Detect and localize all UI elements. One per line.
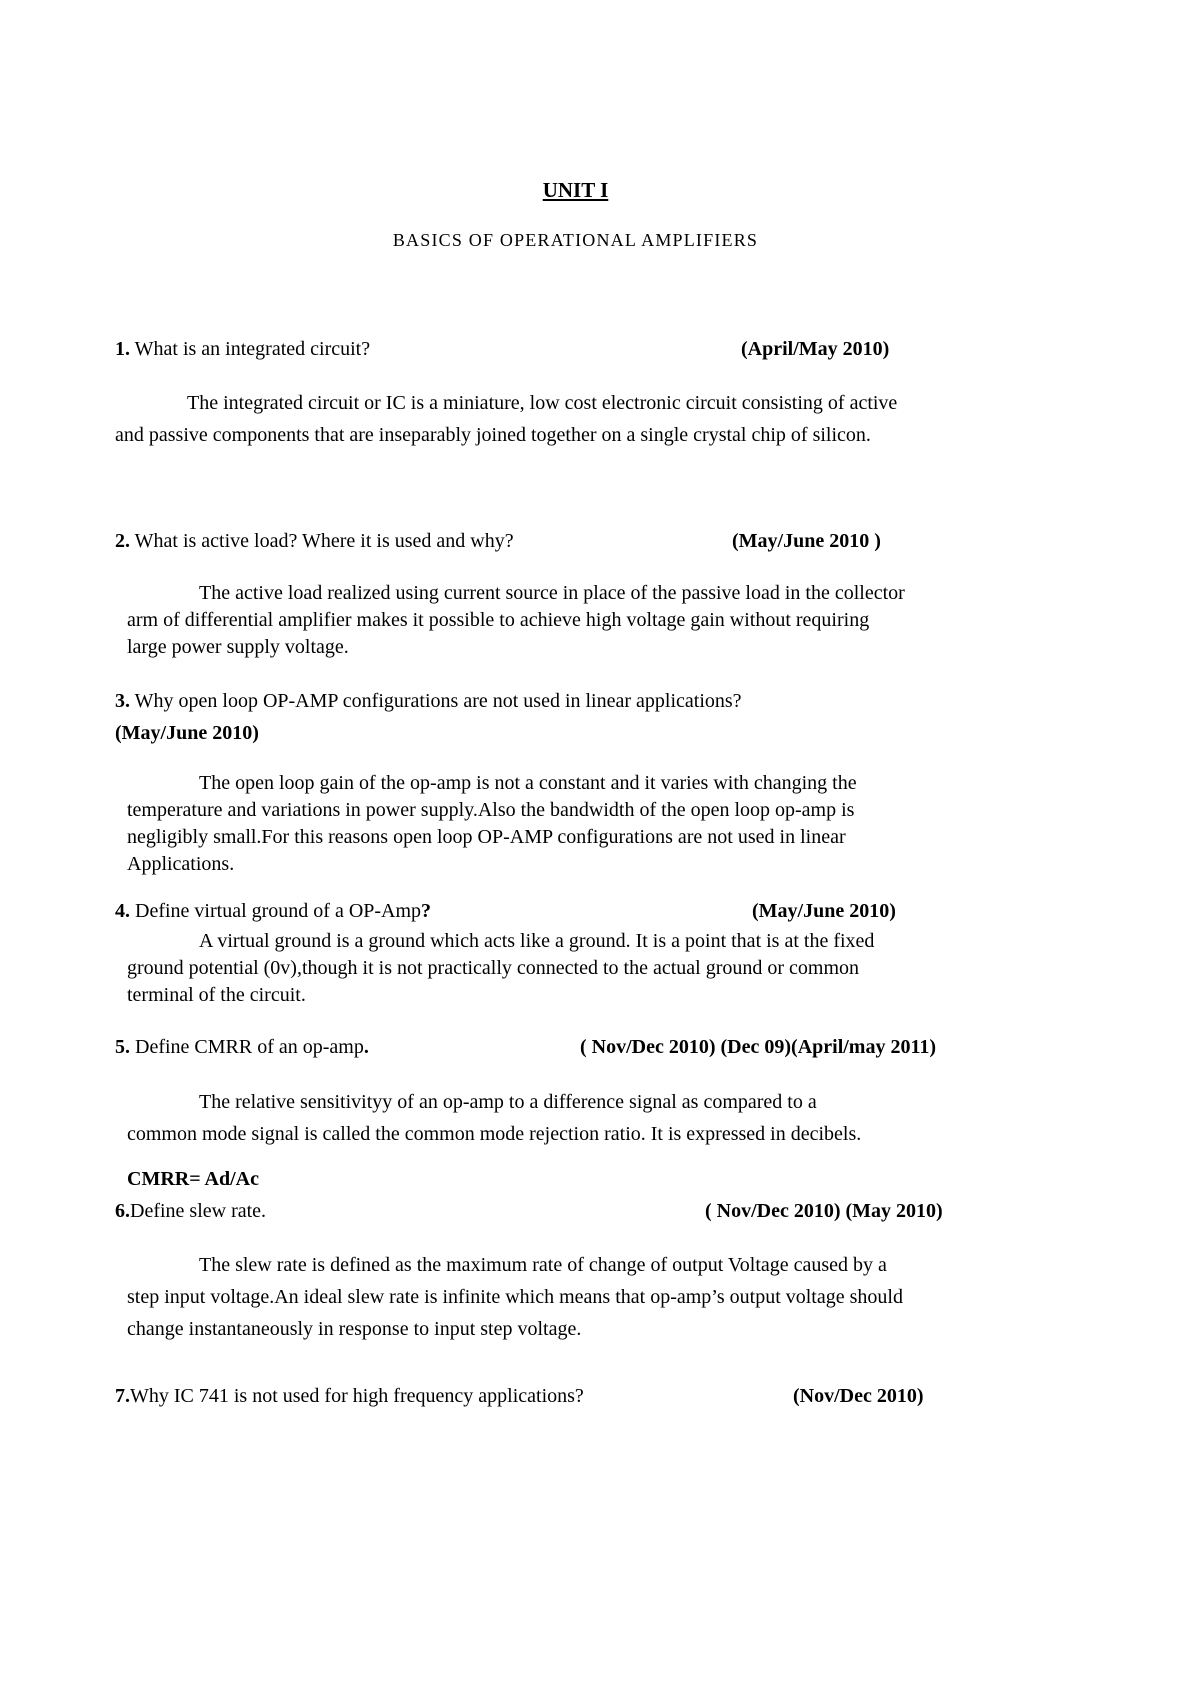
answer-line: and passive components that are inseparably joined together on a single crystal chip of silicon. <box>115 424 871 446</box>
question-suffix: . <box>363 1036 369 1058</box>
question-5 <box>115 1036 369 1059</box>
question-text: Define slew rate. <box>130 1200 267 1222</box>
question-number: 2. <box>115 530 130 552</box>
answer-line: change instantaneously in response to input step voltage. <box>127 1318 582 1340</box>
question-text: Why IC 741 is not used for high frequency applications? <box>130 1385 584 1407</box>
question-5-date: ( Nov/Dec 2010) (Dec 09)(April/may 2011) <box>580 1036 937 1058</box>
answer-3 <box>127 770 857 878</box>
question-number: 3. <box>115 690 130 712</box>
answer-line: temperature and variations in power supply.Also the bandwidth of the open loop op-amp is <box>127 799 855 821</box>
answer-4 <box>127 928 874 1009</box>
question-number: 5. <box>115 1036 130 1058</box>
question-number: 6. <box>115 1200 130 1222</box>
question-text: What is active load? Where it is used and why? <box>134 530 514 552</box>
question-text: Define CMRR of an op-amp <box>135 1036 364 1058</box>
answer-line: The open loop gain of the op-amp is not a constant and it varies with changing the <box>199 772 857 794</box>
question-7 <box>115 1385 584 1408</box>
question-text: Why open loop OP-AMP configurations are not used in linear applications? <box>134 690 742 712</box>
question-text: Define virtual ground of a OP-Amp <box>135 900 422 922</box>
answer-line: large power supply voltage. <box>127 636 349 658</box>
question-number: 1. <box>115 338 130 360</box>
cmrr-formula: CMRR= Ad/Ac <box>127 1168 259 1190</box>
question-number: 4. <box>115 900 130 922</box>
answer-line: The slew rate is defined as the maximum rate of change of output Voltage caused by a <box>199 1254 887 1276</box>
question-suffix: ? <box>421 900 432 922</box>
answer-line: terminal of the circuit. <box>127 984 306 1006</box>
answer-2 <box>127 580 905 661</box>
question-3 <box>115 690 742 713</box>
answer-line: The integrated circuit or IC is a miniature, low cost electronic circuit consisting of active <box>187 392 898 414</box>
answer-line: common mode signal is called the common mode rejection ratio. It is expressed in decibels. <box>127 1123 862 1145</box>
answer-line: negligibly small.For this reasons open loop OP-AMP configurations are not used in linear <box>127 826 846 848</box>
question-3-date: (May/June 2010) <box>115 722 259 744</box>
question-1 <box>115 338 370 361</box>
question-2-date: (May/June 2010 ) <box>732 530 881 552</box>
question-4-date: (May/June 2010) <box>752 900 896 922</box>
answer-line: A virtual ground is a ground which acts like a ground. It is a point that is at the fixed <box>199 930 875 952</box>
unit-subtitle: BASICS OF OPERATIONAL AMPLIFIERS <box>392 230 759 250</box>
question-number: 7. <box>115 1385 130 1407</box>
unit-title: UNIT I <box>542 178 609 202</box>
question-6 <box>115 1200 266 1223</box>
answer-line: ground potential (0v),though it is not practically connected to the actual ground or common <box>127 957 860 979</box>
question-1-date: (April/May 2010) <box>741 338 890 360</box>
question-7-date: (Nov/Dec 2010) <box>793 1385 924 1407</box>
answer-6 <box>127 1252 903 1343</box>
answer-1 <box>115 390 897 449</box>
answer-line: The active load realized using current source in place of the passive load in the collector <box>199 582 905 604</box>
answer-line: step input voltage.An ideal slew rate is infinite which means that op-amp’s output voltage should <box>127 1286 903 1308</box>
answer-line: The relative sensitivityy of an op-amp to a difference signal as compared to a <box>199 1091 817 1113</box>
answer-line: arm of differential amplifier makes it possible to achieve high voltage gain without requiring <box>127 609 870 631</box>
question-4 <box>115 900 431 923</box>
question-2 <box>115 530 514 553</box>
answer-5 <box>127 1089 861 1148</box>
question-text: What is an integrated circuit? <box>134 338 371 360</box>
answer-line: Applications. <box>127 853 235 875</box>
question-6-date: ( Nov/Dec 2010) (May 2010) <box>705 1200 943 1222</box>
